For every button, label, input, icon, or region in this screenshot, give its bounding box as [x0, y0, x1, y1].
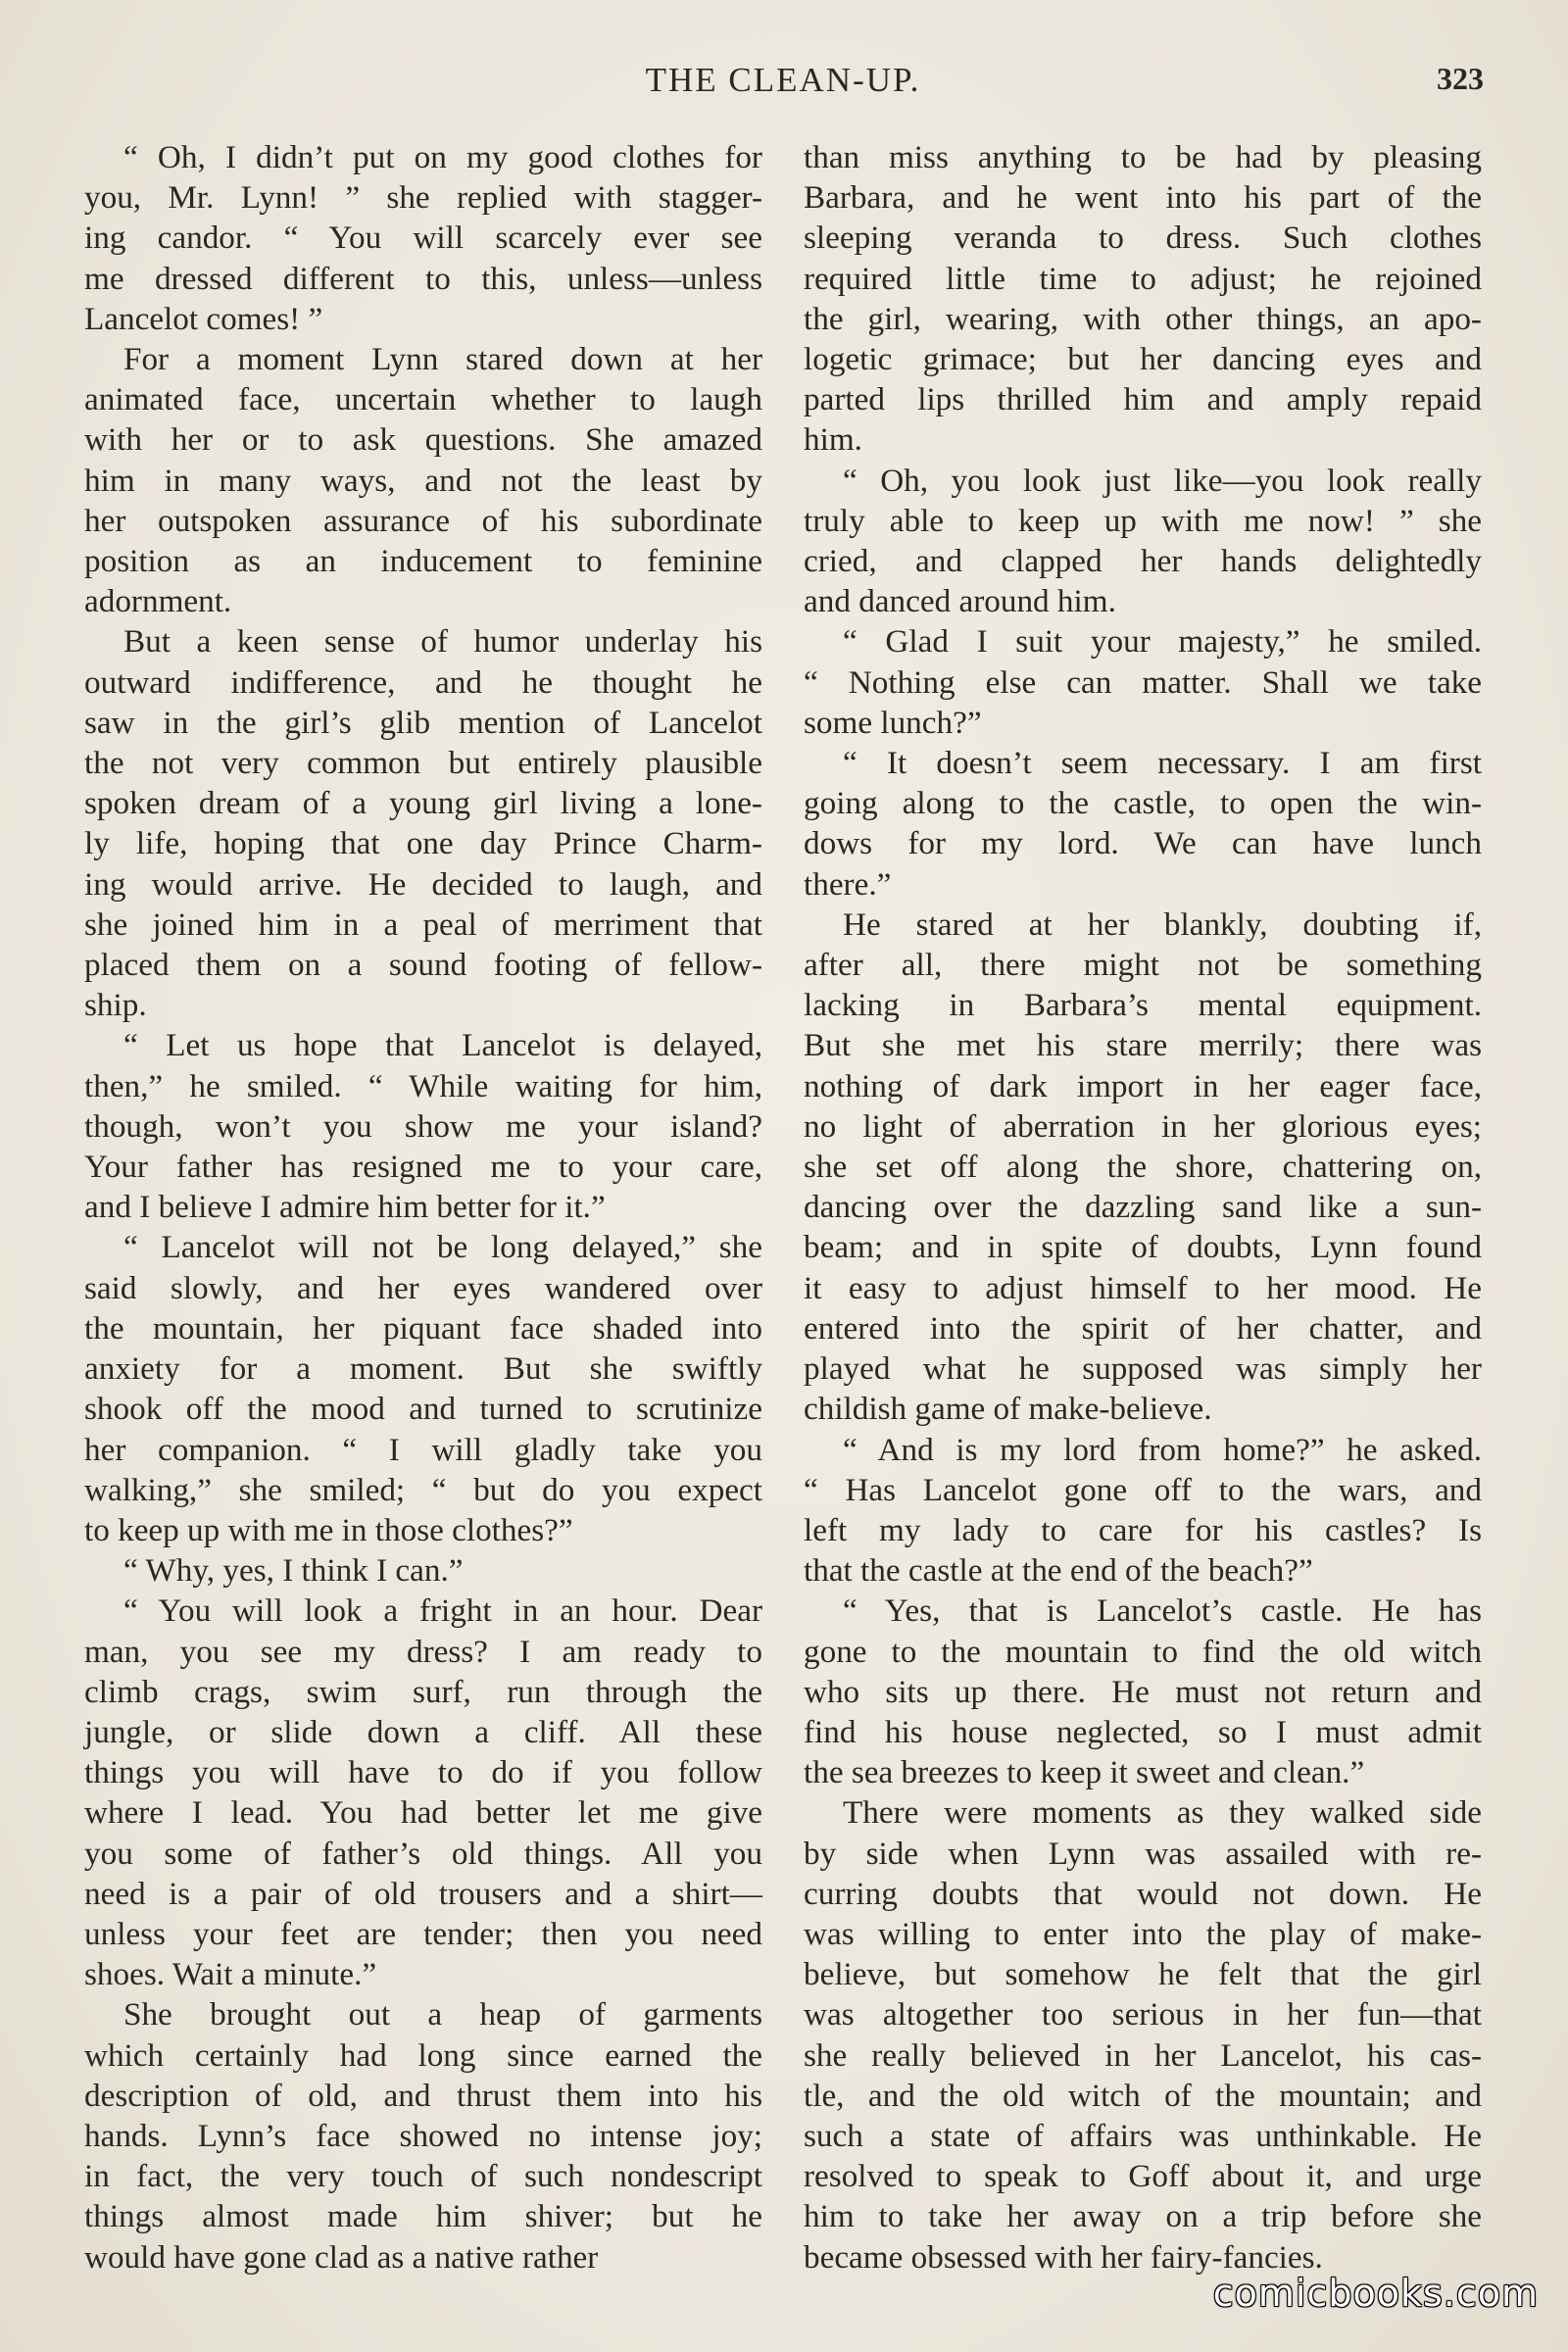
text-line: gone to the mountain to find the old witch: [804, 1633, 1482, 1670]
text-line: who sits up there. He must not return and: [804, 1673, 1482, 1710]
text-line: lacking in Barbara’s mental equipment.: [804, 987, 1482, 1024]
paragraph: [84, 1994, 762, 2277]
running-head: [82, 61, 1484, 110]
text-line: would have gone clad as a native rather: [84, 2238, 599, 2276]
text-line: For a moment Lynn stared down at her: [123, 341, 762, 378]
text-line: she joined him in a peal of merriment that: [84, 906, 762, 943]
text-line: sleeping veranda to dress. Such clothes: [804, 220, 1482, 257]
text-line: parted lips thrilled him and amply repaid: [804, 381, 1482, 418]
text-line: required little time to adjust; he rejoined: [804, 260, 1482, 297]
text-line: position as an inducement to feminine: [84, 543, 762, 580]
text-line: than miss anything to be had by pleasing: [804, 139, 1482, 175]
text-line: Your father has resigned me to your care,: [84, 1149, 762, 1186]
text-line: “ And is my lord from home?” he asked.: [843, 1431, 1482, 1468]
text-line: cried, and clapped her hands delightedly: [804, 543, 1482, 580]
text-line: walking,” she smiled; “ but do you expect: [84, 1471, 762, 1508]
text-line: tle, and the old witch of the mountain; and: [804, 2077, 1482, 2114]
text-line: beam; and in spite of doubts, Lynn found: [804, 1229, 1482, 1266]
text-line: ship.: [84, 987, 147, 1024]
paragraph: [804, 461, 1482, 622]
text-line: such a state of affairs was unthinkable. He: [804, 2117, 1482, 2154]
text-line: jungle, or slide down a cliff. All these: [84, 1713, 762, 1750]
paragraph: [804, 1430, 1482, 1592]
text-line: believe, but somehow he felt that the girl: [804, 1956, 1482, 1993]
text-line: things almost made him shiver; but he: [84, 2198, 762, 2235]
text-line: adornment.: [84, 583, 232, 620]
text-line: me dressed different to this, unless—unless: [84, 260, 762, 297]
paragraph: [84, 621, 762, 1025]
text-line: description of old, and thrust them into his: [84, 2077, 762, 2114]
watermark-logo: comicbooks.com: [1212, 2272, 1539, 2315]
text-line: “ Let us hope that Lancelot is delayed,: [123, 1027, 762, 1064]
text-line: by side when Lynn was assailed with re-: [804, 1835, 1482, 1872]
paragraph: [84, 1591, 762, 1994]
text-line: with her or to ask questions. She amazed: [84, 421, 762, 459]
text-line: “ Glad I suit your majesty,” he smiled.: [843, 623, 1482, 661]
text-line: him in many ways, and not the least by: [84, 462, 762, 499]
paragraph: [804, 905, 1482, 1430]
text-line: in fact, the very touch of such nondescript: [84, 2158, 762, 2195]
text-line: was altogether too serious in her fun—that: [804, 1996, 1482, 2034]
text-line: left my lady to care for his castles? Is: [804, 1511, 1482, 1548]
paragraph: [804, 621, 1482, 743]
text-line: became obsessed with her fairy-fancies.: [804, 2238, 1323, 2276]
text-line: the sea breezes to keep it sweet and clean.”: [804, 1754, 1365, 1791]
text-line: there.”: [804, 865, 892, 903]
text-line: it easy to adjust himself to her mood. He: [804, 1269, 1482, 1306]
text-line: placed them on a sound footing of fellow-: [84, 947, 762, 984]
text-line: no light of aberration in her glorious eyes;: [804, 1107, 1482, 1145]
text-line: “ Yes, that is Lancelot’s castle. He has: [843, 1592, 1482, 1630]
text-line: climb crags, swim surf, run through the: [84, 1673, 762, 1710]
text-line: “ Lancelot will not be long delayed,” she: [123, 1229, 762, 1266]
text-line: then,” he smiled. “ While waiting for him,: [84, 1067, 762, 1104]
text-line: though, won’t you show me your island?: [84, 1107, 762, 1145]
text-line: man, you see my dress? I am ready to: [84, 1633, 762, 1670]
text-line: “ Nothing else can matter. Shall we take: [804, 663, 1482, 701]
text-line: nothing of dark import in her eager face,: [804, 1067, 1482, 1104]
text-line: shoes. Wait a minute.”: [84, 1956, 377, 1993]
text-line: ing candor. “ You will scarcely ever see: [84, 220, 762, 257]
paragraph: [804, 1591, 1482, 1792]
text-line: where I lead. You had better let me give: [84, 1794, 762, 1832]
text-line: outward indifference, and he thought he: [84, 663, 762, 701]
text-line: she set off along the shore, chattering on,: [804, 1149, 1482, 1186]
text-line: unless your feet are tender; then you need: [84, 1915, 762, 1952]
text-line: “ Oh, you look just like—you look really: [843, 462, 1482, 499]
text-line: anxiety for a moment. But she swiftly: [84, 1350, 762, 1388]
text-line: her outspoken assurance of his subordinate: [84, 502, 762, 539]
text-line: you, Mr. Lynn! ” she replied with stagger-: [84, 179, 762, 217]
text-line: find his house neglected, so I must admit: [804, 1713, 1482, 1750]
paragraph: [84, 1550, 762, 1591]
text-line: resolved to speak to Goff about it, and urge: [804, 2158, 1482, 2195]
text-line: ly life, hoping that one day Prince Charm-: [84, 825, 762, 862]
text-line: him.: [804, 421, 862, 459]
text-line: He stared at her blankly, doubting if,: [843, 906, 1482, 943]
text-line: Barbara, and he went into his part of the: [804, 179, 1482, 217]
text-line: things you will have to do if you follow: [84, 1754, 762, 1791]
text-line: him to take her away on a trip before she: [804, 2198, 1482, 2235]
text-line: her companion. “ I will gladly take you: [84, 1431, 762, 1468]
text-line: But a keen sense of humor underlay his: [123, 623, 762, 661]
text-line: truly able to keep up with me now! ” she: [804, 502, 1482, 539]
left-text-column: [84, 137, 762, 2278]
text-line: childish game of make-believe.: [804, 1391, 1212, 1428]
text-line: dancing over the dazzling sand like a sun-: [804, 1189, 1482, 1226]
text-line: that the castle at the end of the beach?”: [804, 1552, 1313, 1590]
text-line: was willing to enter into the play of make-: [804, 1915, 1482, 1952]
text-line: said slowly, and her eyes wandered over: [84, 1269, 762, 1306]
text-line: animated face, uncertain whether to laugh: [84, 381, 762, 418]
paragraph: [84, 1025, 762, 1227]
text-line: and I believe I admire him better for it.”: [84, 1189, 606, 1226]
paragraph: [804, 743, 1482, 905]
text-line: “ Why, yes, I think I can.”: [123, 1552, 464, 1590]
paragraph: [84, 137, 762, 339]
right-text-column: [804, 137, 1482, 2278]
text-line: some lunch?”: [804, 704, 982, 741]
text-line: curring doubts that would not down. He: [804, 1875, 1482, 1912]
text-line: to keep up with me in those clothes?”: [84, 1511, 573, 1548]
text-line: “ Oh, I didn’t put on my good clothes for: [123, 139, 762, 175]
text-line: the girl, wearing, with other things, an apo-: [804, 300, 1482, 337]
text-line: “ It doesn’t seem necessary. I am first: [843, 745, 1482, 782]
text-line: which certainly had long since earned the: [84, 2036, 762, 2074]
text-line: you some of father’s old things. All you: [84, 1835, 762, 1872]
text-line: she really believed in her Lancelot, his cas-: [804, 2036, 1482, 2074]
text-line: But she met his stare merrily; there was: [804, 1027, 1482, 1064]
text-line: hands. Lynn’s face showed no intense joy;: [84, 2117, 762, 2154]
text-line: “ You will look a fright in an hour. Dear: [123, 1592, 762, 1630]
text-line: dows for my lord. We can have lunch: [804, 825, 1482, 862]
paragraph: [84, 339, 762, 621]
text-line: need is a pair of old trousers and a shirt—: [84, 1875, 762, 1912]
text-line: “ Has Lancelot gone off to the wars, and: [804, 1471, 1482, 1508]
paragraph: [804, 1792, 1482, 2277]
text-line: played what he supposed was simply her: [804, 1350, 1482, 1388]
text-line: after all, there might not be something: [804, 947, 1482, 984]
text-line: shook off the mood and turned to scrutinize: [84, 1391, 762, 1428]
text-line: the mountain, her piquant face shaded into: [84, 1309, 762, 1347]
text-line: entered into the spirit of her chatter, and: [804, 1309, 1482, 1347]
paragraph: [84, 1227, 762, 1550]
text-line: There were moments as they walked side: [843, 1794, 1482, 1832]
text-line: the not very common but entirely plausible: [84, 745, 762, 782]
paragraph: [804, 137, 1482, 461]
text-line: going along to the castle, to open the win-: [804, 785, 1482, 822]
text-line: saw in the girl’s glib mention of Lancelot: [84, 704, 762, 741]
text-line: ing would arrive. He decided to laugh, and: [84, 865, 762, 903]
text-line: Lancelot comes! ”: [84, 300, 323, 337]
text-line: spoken dream of a young girl living a lone-: [84, 785, 762, 822]
text-line: and danced around him.: [804, 583, 1116, 620]
text-line: logetic grimace; but her dancing eyes and: [804, 341, 1482, 378]
text-line: She brought out a heap of garments: [123, 1996, 762, 2034]
running-title: THE CLEAN-UP.: [645, 61, 921, 99]
page-number: 323: [1437, 61, 1484, 96]
